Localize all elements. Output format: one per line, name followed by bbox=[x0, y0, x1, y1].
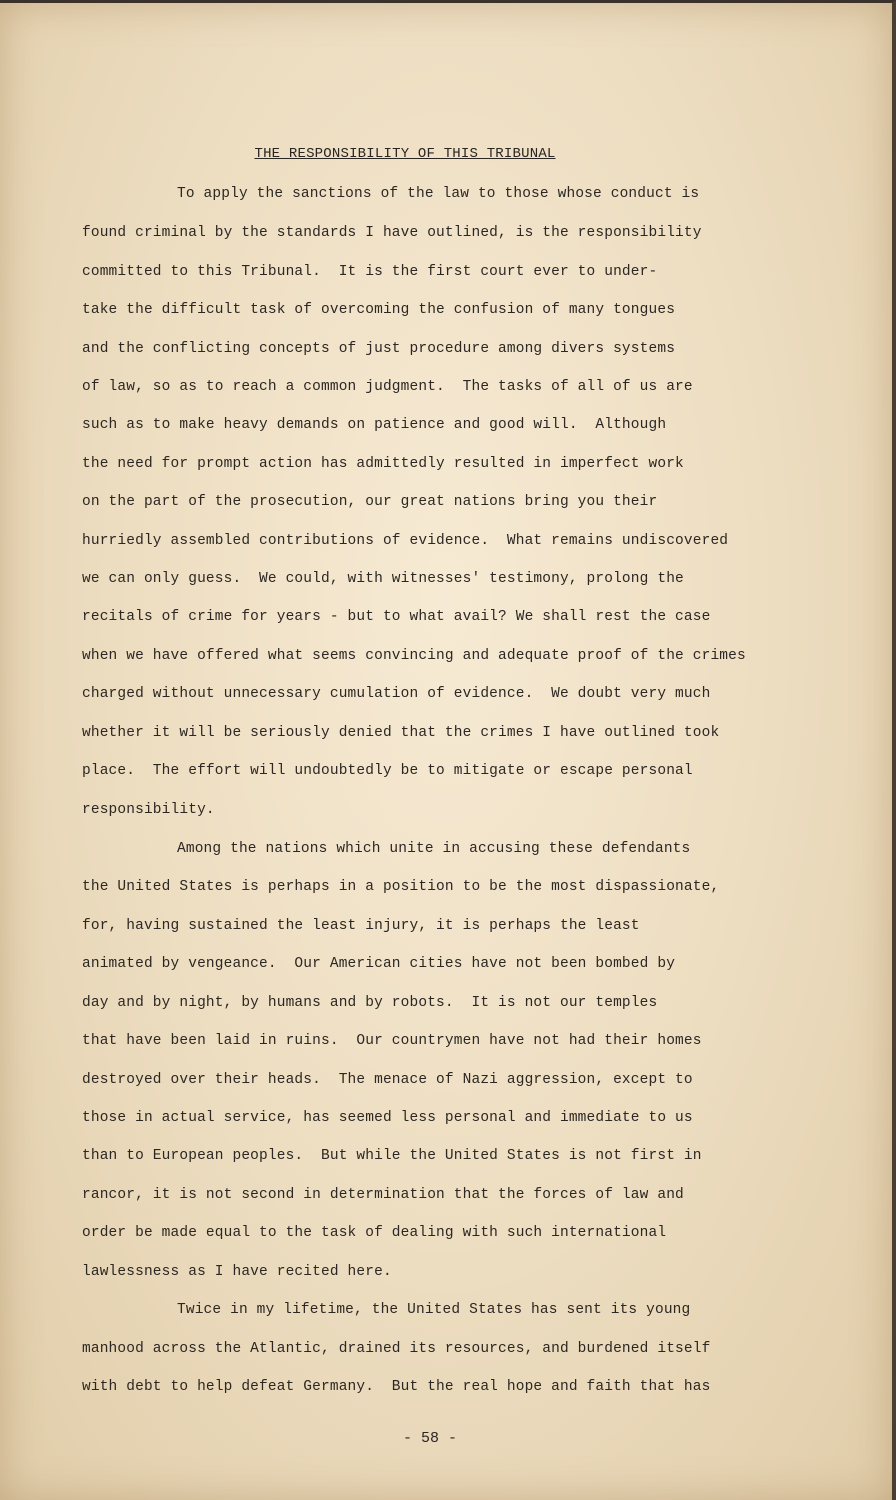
text-line-29: lawlessness as I have recited here. bbox=[82, 1264, 392, 1280]
text-line-14: charged without unnecessary cumulation of evidence. We doubt very much bbox=[82, 686, 711, 702]
page-title: THE RESPONSIBILITY OF THIS TRIBUNAL bbox=[254, 146, 556, 162]
text-line-1: To apply the sanctions of the law to those whose conduct is bbox=[177, 186, 700, 202]
text-line-9: on the part of the prosecution, our great nations bring you their bbox=[82, 494, 658, 510]
text-line-25: those in actual service, has seemed less personal and immediate to us bbox=[82, 1110, 693, 1126]
text-line-26: than to European peoples. But while the United States is not first in bbox=[82, 1148, 702, 1164]
text-line-4: take the difficult task of overcoming the confusion of many tongues bbox=[82, 302, 676, 318]
text-line-8: the need for prompt action has admittedly resulted in imperfect work bbox=[82, 456, 684, 472]
text-line-27: rancor, it is not second in determination that the forces of law and bbox=[82, 1187, 684, 1203]
text-line-28: order be made equal to the task of dealing with such international bbox=[82, 1225, 667, 1241]
page-number: - 58 - bbox=[402, 1430, 457, 1447]
text-line-18: Among the nations which unite in accusing these defendants bbox=[177, 841, 691, 857]
text-line-17: responsibility. bbox=[82, 802, 215, 818]
text-line-2: found criminal by the standards I have outlined, is the responsibility bbox=[82, 225, 702, 241]
text-line-3: committed to this Tribunal. It is the first court ever to under- bbox=[82, 264, 658, 280]
text-line-20: for, having sustained the least injury, it is perhaps the least bbox=[82, 918, 640, 934]
text-line-10: hurriedly assembled contributions of evidence. What remains undiscovered bbox=[82, 533, 729, 549]
text-line-12: recitals of crime for years - but to what avail? We shall rest the case bbox=[82, 609, 711, 625]
text-line-32: with debt to help defeat Germany. But the real hope and faith that has bbox=[82, 1379, 711, 1395]
text-line-21: animated by vengeance. Our American cities have not been bombed by bbox=[82, 956, 676, 972]
text-line-7: such as to make heavy demands on patience and good will. Although bbox=[82, 417, 667, 433]
text-line-15: whether it will be seriously denied that the crimes I have outlined took bbox=[82, 725, 720, 741]
text-line-5: and the conflicting concepts of just procedure among divers systems bbox=[82, 341, 676, 357]
text-line-23: that have been laid in ruins. Our countrymen have not had their homes bbox=[82, 1033, 702, 1049]
text-line-16: place. The effort will undoubtedly be to mitigate or escape personal bbox=[82, 763, 693, 779]
text-line-30: Twice in my lifetime, the United States has sent its young bbox=[177, 1302, 691, 1318]
text-line-13: when we have offered what seems convincing and adequate proof of the crimes bbox=[82, 648, 746, 664]
text-line-19: the United States is perhaps in a position to be the most dispassionate, bbox=[82, 879, 720, 895]
text-line-6: of law, so as to reach a common judgment. The tasks of all of us are bbox=[82, 379, 693, 395]
text-line-11: we can only guess. We could, with witnesses' testimony, prolong the bbox=[82, 571, 684, 587]
text-line-22: day and by night, by humans and by robots. It is not our temples bbox=[82, 995, 658, 1011]
text-line-31: manhood across the Atlantic, drained its resources, and burdened itself bbox=[82, 1341, 711, 1357]
text-line-24: destroyed over their heads. The menace of Nazi aggression, except to bbox=[82, 1072, 693, 1088]
